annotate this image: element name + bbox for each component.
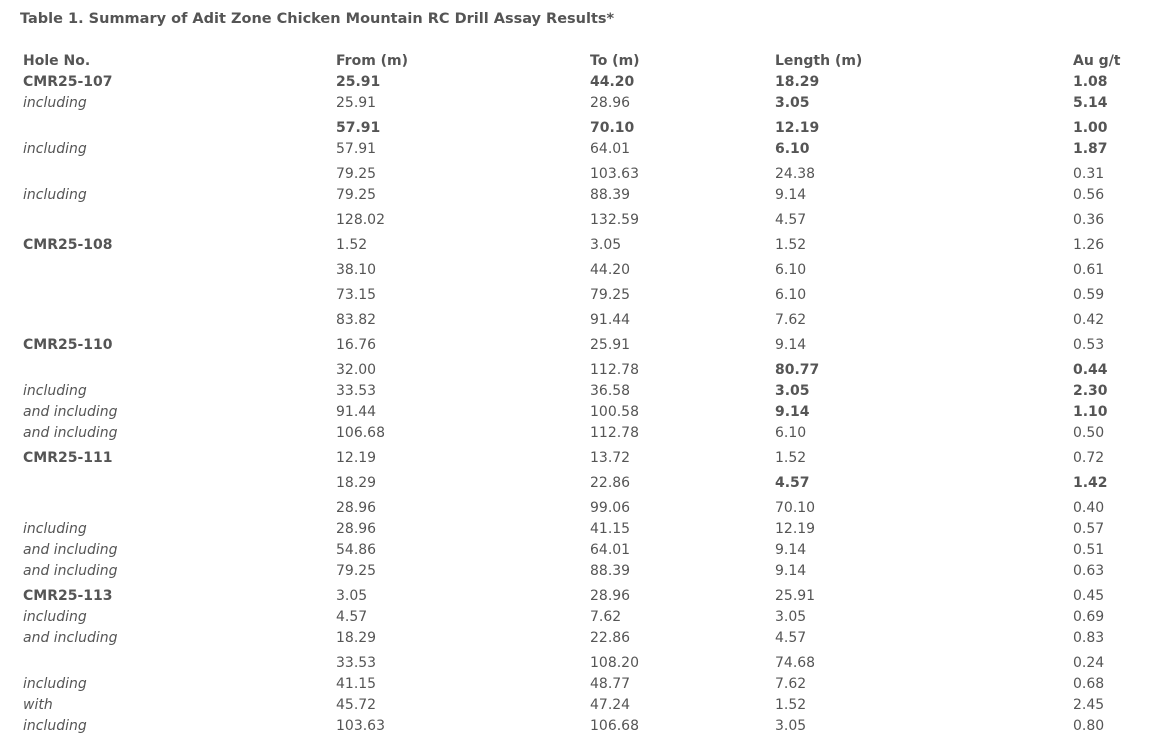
table-row (0, 139, 1176, 159)
cell-au: 0.80 (1073, 718, 1105, 734)
cell-au: 1.87 (1073, 141, 1108, 157)
cell-au: 2.45 (1073, 697, 1105, 713)
cell-length: 9.14 (775, 542, 807, 558)
cell-au: 0.61 (1073, 262, 1105, 278)
cell-to: 112.78 (590, 362, 639, 378)
cell-hole: CMR25-107 (23, 74, 113, 90)
cell-hole: including (23, 676, 87, 692)
table-row (0, 164, 1176, 184)
cell-to: 88.39 (590, 187, 631, 203)
cell-length: 25.91 (775, 588, 816, 604)
cell-length: 12.19 (775, 120, 820, 136)
cell-length: 1.52 (775, 237, 807, 253)
cell-length: 3.05 (775, 718, 807, 734)
cell-to: 7.62 (590, 609, 622, 625)
cell-au: 0.24 (1073, 655, 1105, 671)
cell-from: 18.29 (336, 630, 377, 646)
cell-au: 0.63 (1073, 563, 1105, 579)
cell-length: 1.52 (775, 697, 807, 713)
cell-length: 6.10 (775, 262, 807, 278)
table-row (0, 118, 1176, 138)
cell-au: 0.44 (1073, 362, 1108, 378)
cell-from: 38.10 (336, 262, 377, 278)
cell-length: 6.10 (775, 287, 807, 303)
cell-from: 57.91 (336, 141, 377, 157)
cell-length: 4.57 (775, 212, 807, 228)
cell-to: 13.72 (590, 450, 631, 466)
table-row (0, 235, 1176, 255)
cell-from: 128.02 (336, 212, 385, 228)
cell-au: 0.83 (1073, 630, 1105, 646)
cell-to: 70.10 (590, 120, 635, 136)
cell-length: 3.05 (775, 95, 810, 111)
cell-from: 83.82 (336, 312, 377, 328)
cell-length: 70.10 (775, 500, 816, 516)
cell-au: 0.72 (1073, 450, 1105, 466)
cell-from: 103.63 (336, 718, 385, 734)
table-row (0, 381, 1176, 401)
cell-from: 1.52 (336, 237, 368, 253)
table-row (0, 607, 1176, 627)
cell-length: 6.10 (775, 425, 807, 441)
cell-au: 1.26 (1073, 237, 1105, 253)
table-row (0, 448, 1176, 468)
cell-au: 0.36 (1073, 212, 1105, 228)
cell-hole: including (23, 383, 87, 399)
cell-length: 9.14 (775, 337, 807, 353)
table-row (0, 540, 1176, 560)
cell-length: 9.14 (775, 404, 810, 420)
header-au: Au g/t (1073, 53, 1121, 69)
cell-hole: including (23, 718, 87, 734)
table-row (0, 695, 1176, 715)
cell-au: 0.50 (1073, 425, 1105, 441)
cell-length: 7.62 (775, 676, 807, 692)
cell-to: 79.25 (590, 287, 631, 303)
cell-au: 0.45 (1073, 588, 1105, 604)
cell-from: 12.19 (336, 450, 377, 466)
table-row (0, 185, 1176, 205)
cell-hole: including (23, 521, 87, 537)
cell-from: 28.96 (336, 500, 377, 516)
cell-to: 100.58 (590, 404, 639, 420)
cell-to: 36.58 (590, 383, 631, 399)
table-title: Table 1. Summary of Adit Zone Chicken Mountain RC Drill Assay Results* (20, 11, 615, 27)
cell-to: 108.20 (590, 655, 639, 671)
cell-to: 22.86 (590, 475, 631, 491)
table-row (0, 260, 1176, 280)
cell-au: 1.10 (1073, 404, 1108, 420)
table-row (0, 519, 1176, 539)
cell-length: 7.62 (775, 312, 807, 328)
cell-au: 1.08 (1073, 74, 1108, 90)
cell-to: 99.06 (590, 500, 631, 516)
table-row (0, 653, 1176, 673)
cell-to: 64.01 (590, 542, 631, 558)
cell-length: 74.68 (775, 655, 816, 671)
cell-au: 2.30 (1073, 383, 1108, 399)
table-row (0, 716, 1176, 736)
cell-length: 12.19 (775, 521, 816, 537)
cell-to: 132.59 (590, 212, 639, 228)
cell-from: 106.68 (336, 425, 385, 441)
cell-length: 9.14 (775, 563, 807, 579)
header-to: To (m) (590, 53, 640, 69)
cell-hole: and including (23, 542, 118, 558)
table-row (0, 360, 1176, 380)
cell-from: 79.25 (336, 166, 377, 182)
cell-to: 112.78 (590, 425, 639, 441)
cell-to: 3.05 (590, 237, 622, 253)
cell-from: 25.91 (336, 95, 377, 111)
cell-hole: including (23, 609, 87, 625)
cell-au: 0.40 (1073, 500, 1105, 516)
table-row (0, 285, 1176, 305)
header-length: Length (m) (775, 53, 863, 69)
cell-from: 28.96 (336, 521, 377, 537)
table-header-row (0, 51, 1176, 71)
cell-au: 0.53 (1073, 337, 1105, 353)
table-row (0, 674, 1176, 694)
cell-hole: and including (23, 630, 118, 646)
cell-hole: CMR25-110 (23, 337, 113, 353)
table-row (0, 335, 1176, 355)
cell-hole: CMR25-108 (23, 237, 113, 253)
table-row (0, 498, 1176, 518)
cell-from: 32.00 (336, 362, 377, 378)
table-row (0, 72, 1176, 92)
cell-to: 91.44 (590, 312, 631, 328)
cell-to: 25.91 (590, 337, 631, 353)
cell-au: 1.42 (1073, 475, 1108, 491)
cell-from: 33.53 (336, 655, 377, 671)
cell-from: 91.44 (336, 404, 377, 420)
cell-hole: and including (23, 425, 118, 441)
cell-from: 3.05 (336, 588, 368, 604)
table-row (0, 561, 1176, 581)
cell-from: 57.91 (336, 120, 381, 136)
cell-to: 28.96 (590, 588, 631, 604)
cell-length: 3.05 (775, 383, 810, 399)
cell-length: 4.57 (775, 475, 810, 491)
cell-from: 54.86 (336, 542, 377, 558)
cell-length: 3.05 (775, 609, 807, 625)
cell-to: 64.01 (590, 141, 631, 157)
table-row (0, 423, 1176, 443)
table-row (0, 93, 1176, 113)
cell-to: 48.77 (590, 676, 631, 692)
cell-to: 44.20 (590, 74, 635, 90)
cell-au: 0.69 (1073, 609, 1105, 625)
cell-from: 16.76 (336, 337, 377, 353)
cell-au: 0.59 (1073, 287, 1105, 303)
cell-from: 79.25 (336, 187, 377, 203)
cell-to: 103.63 (590, 166, 639, 182)
table-row (0, 210, 1176, 230)
cell-au: 0.31 (1073, 166, 1105, 182)
cell-from: 73.15 (336, 287, 377, 303)
table-row (0, 628, 1176, 648)
header-from: From (m) (336, 53, 409, 69)
cell-au: 5.14 (1073, 95, 1108, 111)
cell-length: 9.14 (775, 187, 807, 203)
cell-length: 80.77 (775, 362, 820, 378)
cell-hole: with (23, 697, 53, 713)
cell-from: 25.91 (336, 74, 381, 90)
cell-au: 0.68 (1073, 676, 1105, 692)
header-hole-no: Hole No. (23, 53, 91, 69)
cell-from: 79.25 (336, 563, 377, 579)
cell-from: 18.29 (336, 475, 377, 491)
cell-from: 33.53 (336, 383, 377, 399)
cell-length: 1.52 (775, 450, 807, 466)
cell-hole: including (23, 141, 87, 157)
cell-length: 4.57 (775, 630, 807, 646)
table-row (0, 586, 1176, 606)
cell-to: 88.39 (590, 563, 631, 579)
cell-hole: including (23, 187, 87, 203)
cell-au: 0.51 (1073, 542, 1105, 558)
table-row (0, 473, 1176, 493)
cell-au: 0.57 (1073, 521, 1105, 537)
cell-hole: and including (23, 563, 118, 579)
cell-to: 41.15 (590, 521, 631, 537)
cell-au: 0.42 (1073, 312, 1105, 328)
cell-length: 6.10 (775, 141, 810, 157)
cell-hole: including (23, 95, 87, 111)
cell-from: 41.15 (336, 676, 377, 692)
cell-from: 45.72 (336, 697, 377, 713)
cell-hole: CMR25-113 (23, 588, 113, 604)
cell-hole: and including (23, 404, 118, 420)
cell-au: 1.00 (1073, 120, 1108, 136)
cell-to: 44.20 (590, 262, 631, 278)
cell-au: 0.56 (1073, 187, 1105, 203)
cell-to: 28.96 (590, 95, 631, 111)
cell-length: 24.38 (775, 166, 816, 182)
cell-from: 4.57 (336, 609, 368, 625)
cell-to: 47.24 (590, 697, 631, 713)
cell-to: 22.86 (590, 630, 631, 646)
cell-hole: CMR25-111 (23, 450, 113, 466)
table-row (0, 402, 1176, 422)
cell-to: 106.68 (590, 718, 639, 734)
table-row (0, 310, 1176, 330)
cell-length: 18.29 (775, 74, 820, 90)
